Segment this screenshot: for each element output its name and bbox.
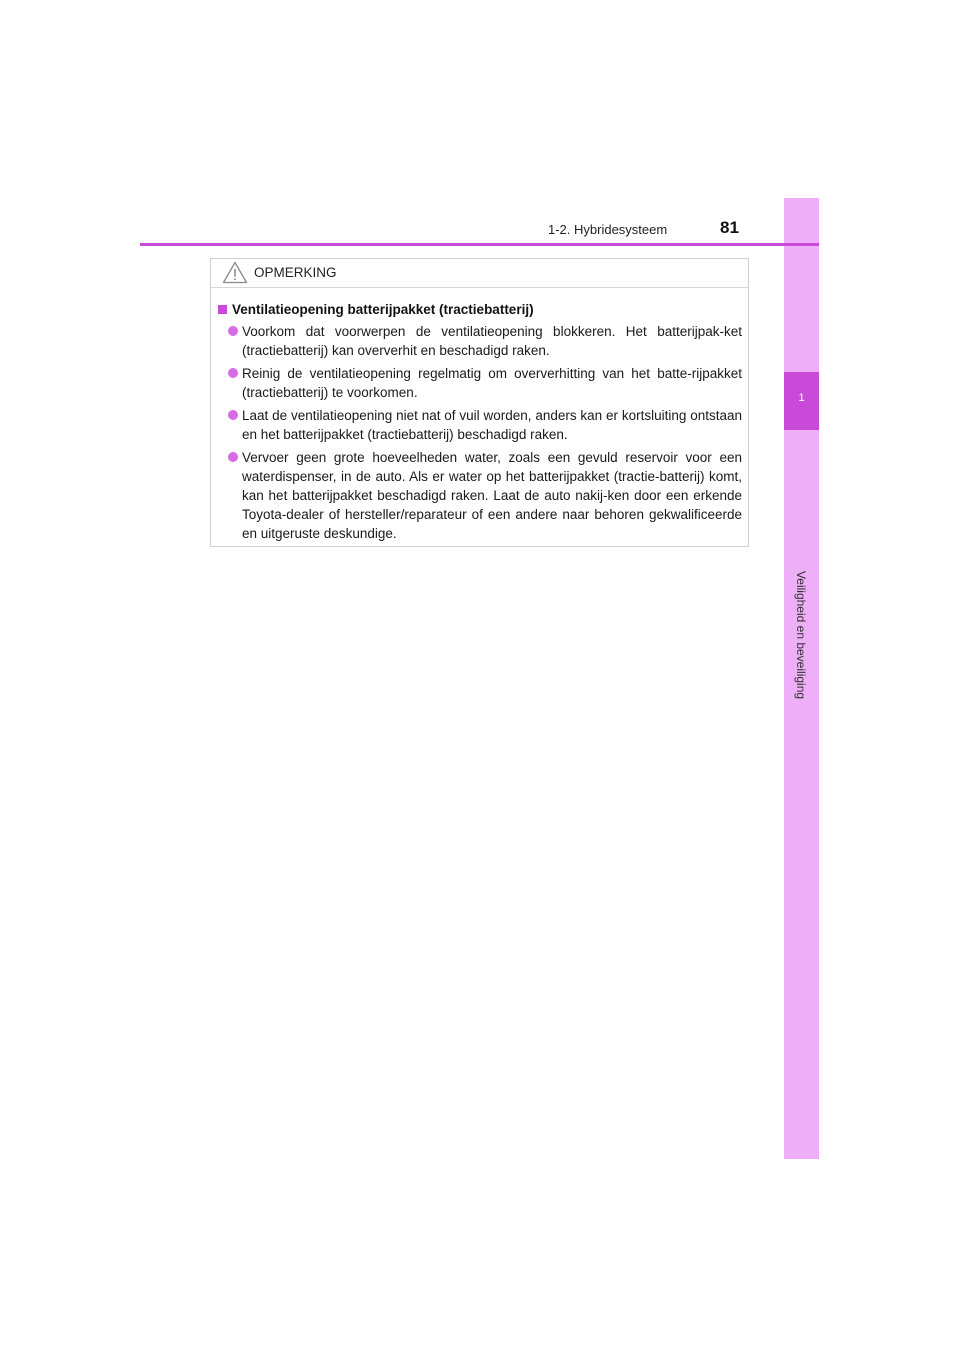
- bullet-item: [218, 406, 742, 444]
- bullet-dot-icon: [228, 368, 238, 378]
- bullet-text: Reinig de ventilatieopening regelmatig om oververhitting van het batte-rijpakket (tractiebatterij) te voorkomen.: [242, 366, 742, 400]
- notice-body: [211, 288, 748, 543]
- notice-box: [210, 258, 749, 547]
- warning-triangle-icon: [222, 261, 248, 284]
- bullet-text: Voorkom dat voorwerpen de ventilatieopening blokkeren. Het batterijpak-ket (tractiebatterij) kan oververhit en beschadigd raken.: [242, 324, 742, 358]
- item-heading-text: Ventilatieopening batterijpakket (tractiebatterij): [232, 302, 534, 317]
- item-heading: [218, 302, 742, 317]
- notice-title: OPMERKING: [254, 265, 337, 280]
- bullet-dot-icon: [228, 326, 238, 336]
- bullet-dot-icon: [228, 452, 238, 462]
- header-rule: [140, 243, 819, 246]
- bullet-dot-icon: [228, 410, 238, 420]
- bullet-item: [218, 322, 742, 360]
- notice-header: [211, 259, 748, 288]
- bullet-text: Vervoer geen grote hoeveelheden water, zoals een gevuld reservoir voor een waterdispenser, in de auto. Als er water op het batterijpakket (tractie-batterij) komt, kan het batterijpakket beschadigd raken. Laat de auto nakij-ken door een erkende Toyota-dealer of hersteller/reparateur of een andere naar behoren gekwalificeerde en uitgeruste deskundige.: [242, 450, 742, 541]
- section-title: 1-2. Hybridesysteem: [548, 222, 668, 237]
- page-number: 81: [720, 218, 739, 237]
- bullet-item: [218, 364, 742, 402]
- bullet-item: [218, 448, 742, 543]
- chapter-title: Veiligheid en beveiliging: [794, 570, 808, 700]
- square-bullet-icon: [218, 305, 227, 314]
- bullet-text: Laat de ventilatieopening niet nat of vuil worden, anders kan er kortsluiting ontstaan en het batterijpakket (tractiebatterij) beschadigd raken.: [242, 408, 742, 442]
- chapter-side-tab: [784, 198, 819, 1159]
- chapter-number: 1: [798, 392, 805, 404]
